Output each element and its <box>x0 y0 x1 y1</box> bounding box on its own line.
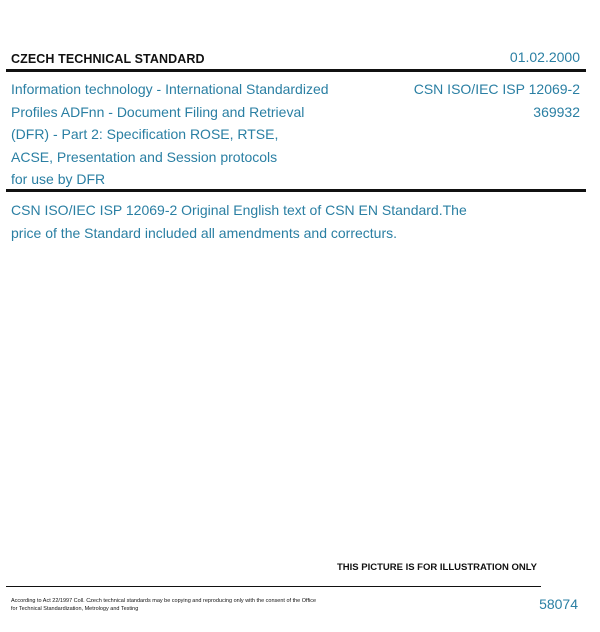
title-line: (DFR) - Part 2: Specification ROSE, RTSE, <box>11 126 279 142</box>
description-line: CSN ISO/IEC ISP 12069-2 Original English text of CSN EN Standard.The <box>11 202 467 218</box>
legal-line: for Technical Standardization, Metrology and Testing <box>11 605 139 612</box>
standard-title <box>11 78 341 191</box>
title-line: for use by DFR <box>11 171 106 187</box>
standard-number: 369932 <box>533 103 580 120</box>
standard-description <box>11 199 571 244</box>
standard-identifier <box>414 78 580 123</box>
title-line: ACSE, Presentation and Session protocols <box>11 148 278 165</box>
standard-code: CSN ISO/IEC ISP 12069-2 <box>413 81 580 97</box>
title-line: Profiles ADFnn - Document Filing and Retrieval <box>11 103 305 120</box>
document-date: 01.02.2000 <box>509 49 580 65</box>
illustration-disclaimer: THIS PICTURE IS FOR ILLUSTRATION ONLY <box>336 562 537 573</box>
title-line: Information technology - International Standardized <box>11 81 329 97</box>
legal-notice <box>11 598 411 613</box>
description-line: price of the Standard included all amendments and correcturs. <box>11 224 397 241</box>
title-divider <box>6 189 586 192</box>
footer-divider <box>6 586 541 587</box>
document-type-label: CZECH TECHNICAL STANDARD <box>11 52 205 66</box>
page-number: 58074 <box>539 596 578 612</box>
header-divider <box>6 69 586 72</box>
legal-line: According to Act 22/1997 Coll. Czech technical standards may be copying and reproducing only with the consent of the Office <box>11 598 317 604</box>
